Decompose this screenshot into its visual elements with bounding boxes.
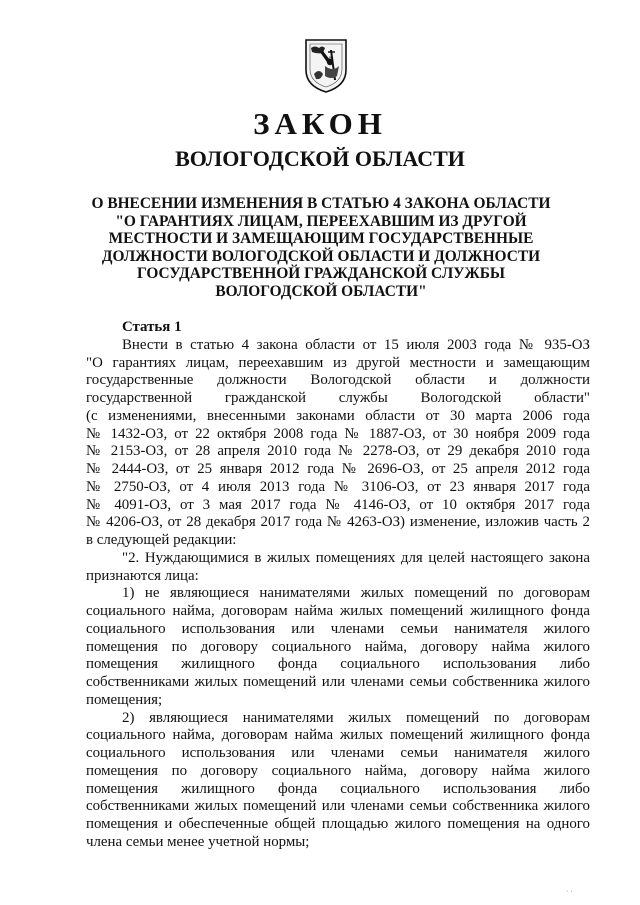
text-line: (с изменениями, внесенными законами области от 30 марта 2006 года	[86, 407, 590, 424]
text-line: № 4206-ОЗ, от 28 декабря 2017 года № 4263-ОЗ) изменение, изложив часть 2	[86, 514, 590, 531]
text-line: № 1432-ОЗ, от 22 октября 2008 года № 1887-ОЗ, от 30 ноября 2009 года	[86, 425, 590, 442]
subject-line: ГОСУДАРСТВЕННОЙ ГРАЖДАНСКОЙ СЛУЖБЫ	[136, 265, 506, 283]
page-mark: · ·	[566, 888, 573, 895]
text-line: 2) являющиеся нанимателями жилых помещений по договорам	[122, 709, 590, 726]
text-line: № 4091-ОЗ, от 3 мая 2017 года № 4146-ОЗ, от 10 октября 2017 года	[86, 496, 590, 513]
article-heading: Статья 1	[122, 319, 182, 335]
text-line: члена семьи менее учетной нормы;	[86, 833, 310, 850]
text-line: социального найма, договорам найма жилых помещений жилищного фонда	[86, 603, 590, 619]
text-line: № 2750-ОЗ, от 4 июля 2013 года № 3106-ОЗ, от 23 января 2017 года	[86, 478, 590, 495]
text-line: государственные должности Вологодской области и должности	[86, 372, 590, 389]
coat-of-arms-emblem	[303, 36, 349, 94]
text-line: 1) не являющиеся нанимателями жилых помещений по договорам	[122, 585, 590, 602]
law-subject	[86, 195, 556, 301]
text-line: социального найма, договорам найма жилых помещений жилищного фонда	[86, 727, 590, 744]
text-line: государственной гражданской службы Вологодской области"	[86, 390, 590, 406]
document-title: ЗАКОН	[253, 106, 387, 141]
text-line: в следующей редакции:	[86, 532, 237, 548]
subject-line: О ВНЕСЕНИИ ИЗМЕНЕНИЯ В СТАТЬЮ 4 ЗАКОНА ОБЛАСТИ	[91, 195, 551, 212]
subject-line: ДОЛЖНОСТИ ВОЛОГОДСКОЙ ОБЛАСТИ И ДОЛЖНОСТИ	[101, 247, 541, 265]
text-line: помещения по договору социального найма, договору найма жилого	[86, 762, 590, 779]
text-line: помещения и обеспеченные общей площадью жилого помещения на одного	[86, 816, 590, 832]
text-line: помещения жилищного фонда социального использования либо	[86, 656, 590, 673]
text-line: помещения по договору социального найма, договору найма жилого	[86, 638, 590, 655]
text-line: помещения жилищного фонда социального использования либо	[86, 780, 590, 797]
text-line: помещения;	[86, 691, 163, 708]
text-line: собственниками жилых помещений или членами семьи собственника жилого	[86, 798, 590, 815]
text-line: социального использования или членами семьи нанимателя жилого	[86, 745, 590, 761]
text-line: "2. Нуждающимися в жилых помещениях для целей настоящего закона	[122, 549, 590, 566]
text-line: признаются лица:	[86, 567, 199, 584]
subject-line: МЕСТНОСТИ И ЗАМЕЩАЮЩИМ ГОСУДАРСТВЕННЫЕ	[108, 230, 534, 248]
text-line: "О гарантиях лицам, переехавшим из другой местности и замещающим	[86, 354, 590, 371]
text-line: № 2153-ОЗ, от 28 апреля 2010 года № 2278-ОЗ, от 29 декабря 2010 года	[86, 443, 590, 460]
region-name: ВОЛОГОДСКОЙ ОБЛАСТИ	[175, 146, 465, 171]
subject-line: "О ГАРАНТИЯХ ЛИЦАМ, ПЕРЕЕХАВШИМ ИЗ ДРУГОЙ	[115, 212, 527, 230]
vologda-coat-of-arms-icon	[303, 36, 349, 94]
text-line: Внести в статью 4 закона области от 15 июля 2003 года № 935-ОЗ	[122, 336, 590, 353]
article-body	[86, 319, 590, 852]
text-line: № 2444-ОЗ, от 25 января 2012 года № 2696-ОЗ, от 25 апреля 2012 года	[86, 461, 590, 477]
subject-line: ВОЛОГОДСКОЙ ОБЛАСТИ"	[215, 282, 427, 300]
text-line: социального использования или членами семьи нанимателя жилого	[86, 620, 590, 637]
text-line: собственниками жилых помещений или членами семьи собственника жилого	[86, 674, 590, 690]
